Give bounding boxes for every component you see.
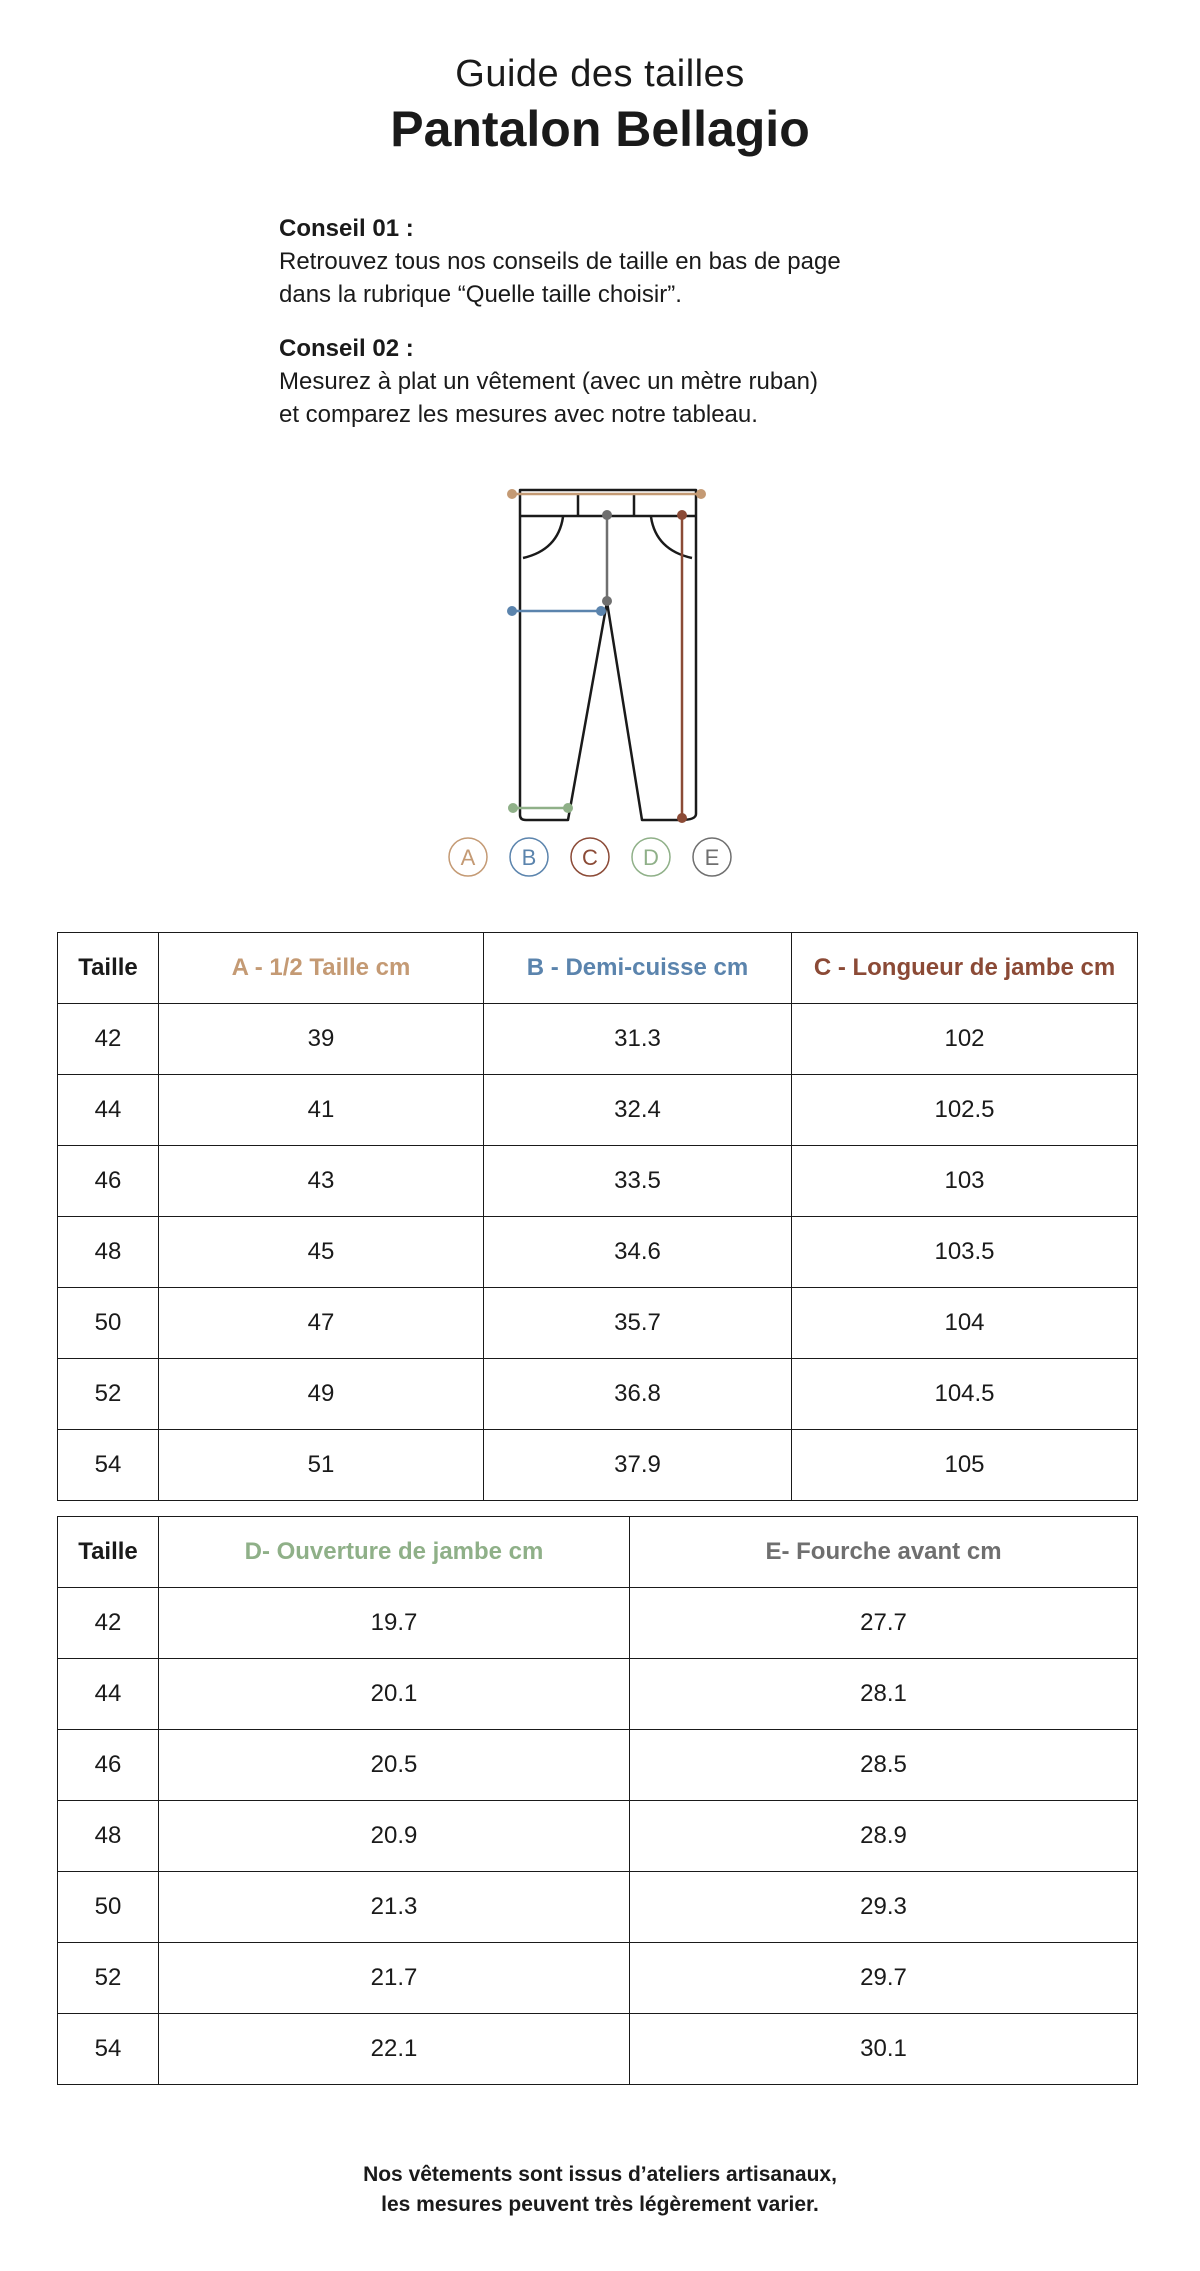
measurement-legend — [449, 838, 731, 876]
table-cell: 54 — [58, 2014, 159, 2085]
column-header: Taille — [58, 933, 159, 1004]
table-row — [58, 1943, 1138, 2014]
tip-text: Retrouvez tous nos conseils de taille en bas de page — [279, 248, 841, 275]
column-header: C - Longueur de jambe cm — [792, 933, 1138, 1004]
table-cell: 31.3 — [484, 1004, 792, 1075]
measure-dot-e — [602, 596, 612, 606]
tip-1 — [279, 212, 939, 311]
table-cell: 41 — [159, 1075, 484, 1146]
table-cell: 37.9 — [484, 1430, 792, 1501]
table-cell: 104.5 — [792, 1359, 1138, 1430]
table-cell: 36.8 — [484, 1359, 792, 1430]
measure-dot-e — [602, 510, 612, 520]
page-title: Pantalon Bellagio — [390, 101, 810, 157]
table-cell: 52 — [58, 1359, 159, 1430]
table-cell: 27.7 — [630, 1588, 1138, 1659]
table-cell: 45 — [159, 1217, 484, 1288]
table-cell: 54 — [58, 1430, 159, 1501]
column-header: E- Fourche avant cm — [630, 1517, 1138, 1588]
legend-letter: D — [643, 845, 659, 870]
measure-dot-a — [696, 489, 706, 499]
measurement-lines — [507, 489, 706, 823]
table-cell: 51 — [159, 1430, 484, 1501]
table-cell: 42 — [58, 1004, 159, 1075]
disclaimer — [0, 2160, 1200, 2220]
measure-dot-d — [508, 803, 518, 813]
table-cell: 32.4 — [484, 1075, 792, 1146]
table-cell: 48 — [58, 1217, 159, 1288]
table-cell: 44 — [58, 1659, 159, 1730]
table-cell: 44 — [58, 1075, 159, 1146]
table-row — [58, 1659, 1138, 1730]
table-row — [58, 2014, 1138, 2085]
table-row — [58, 1730, 1138, 1801]
pants-measurement-diagram — [430, 470, 770, 880]
table-cell: 39 — [159, 1004, 484, 1075]
column-header: A - 1/2 Taille cm — [159, 933, 484, 1004]
table-cell: 34.6 — [484, 1217, 792, 1288]
table-cell: 21.3 — [159, 1872, 630, 1943]
table-header-row — [58, 933, 1138, 1004]
table-cell: 102.5 — [792, 1075, 1138, 1146]
table-cell: 52 — [58, 1943, 159, 2014]
disclaimer-line: les mesures peuvent très légèrement varier. — [381, 2193, 819, 2216]
table-cell: 50 — [58, 1872, 159, 1943]
legend-letter: A — [460, 845, 476, 870]
table-cell: 20.1 — [159, 1659, 630, 1730]
disclaimer-line: Nos vêtements sont issus d’ateliers artisanaux, — [363, 2163, 837, 2186]
table-cell: 22.1 — [159, 2014, 630, 2085]
table-cell: 46 — [58, 1730, 159, 1801]
table-row — [58, 1288, 1138, 1359]
table-cell: 102 — [792, 1004, 1138, 1075]
measure-dot-a — [507, 489, 517, 499]
table-cell: 43 — [159, 1146, 484, 1217]
measure-dot-c — [677, 813, 687, 823]
legend-item-d — [632, 838, 670, 876]
measure-dot-c — [677, 510, 687, 520]
table-cell: 46 — [58, 1146, 159, 1217]
legend-letter: B — [521, 845, 537, 870]
tips-section — [279, 212, 939, 452]
table-cell: 50 — [58, 1288, 159, 1359]
table-cell: 33.5 — [484, 1146, 792, 1217]
table-body — [58, 1588, 1138, 2085]
table-cell: 28.9 — [630, 1801, 1138, 1872]
tip-text: et comparez les mesures avec notre tableau. — [279, 401, 758, 428]
table-row — [58, 1430, 1138, 1501]
table-row — [58, 1872, 1138, 1943]
table-cell: 21.7 — [159, 1943, 630, 2014]
table-cell: 29.7 — [630, 1943, 1138, 2014]
table-row — [58, 1801, 1138, 1872]
table-header-row — [58, 1517, 1138, 1588]
table-cell: 48 — [58, 1801, 159, 1872]
table-row — [58, 1146, 1138, 1217]
table-cell: 20.5 — [159, 1730, 630, 1801]
table-cell: 103.5 — [792, 1217, 1138, 1288]
table-cell: 42 — [58, 1588, 159, 1659]
table-row — [58, 1217, 1138, 1288]
page-subtitle: Guide des tailles — [455, 53, 745, 95]
table-row — [58, 1359, 1138, 1430]
legend-item-c — [571, 838, 609, 876]
table-cell: 20.9 — [159, 1801, 630, 1872]
page-header — [0, 52, 1200, 160]
column-header: D- Ouverture de jambe cm — [159, 1517, 630, 1588]
column-header: B - Demi-cuisse cm — [484, 933, 792, 1004]
size-table-1 — [57, 932, 1138, 1501]
tip-title: Conseil 02 : — [279, 335, 414, 362]
legend-letter: C — [582, 845, 598, 870]
table-cell: 19.7 — [159, 1588, 630, 1659]
table-cell: 103 — [792, 1146, 1138, 1217]
table-row — [58, 1588, 1138, 1659]
table-cell: 30.1 — [630, 2014, 1138, 2085]
column-header: Taille — [58, 1517, 159, 1588]
table-cell: 104 — [792, 1288, 1138, 1359]
table-cell: 49 — [159, 1359, 484, 1430]
table-row — [58, 1075, 1138, 1146]
measure-dot-b — [596, 606, 606, 616]
tip-text: Mesurez à plat un vêtement (avec un mètre ruban) — [279, 368, 818, 395]
legend-item-e — [693, 838, 731, 876]
table-cell: 105 — [792, 1430, 1138, 1501]
table-cell: 28.5 — [630, 1730, 1138, 1801]
measure-dot-b — [507, 606, 517, 616]
legend-item-a — [449, 838, 487, 876]
table-cell: 28.1 — [630, 1659, 1138, 1730]
legend-letter: E — [704, 845, 720, 870]
table-cell: 29.3 — [630, 1872, 1138, 1943]
legend-item-b — [510, 838, 548, 876]
table-body — [58, 1004, 1138, 1501]
tip-2 — [279, 332, 939, 431]
table-row — [58, 1004, 1138, 1075]
tip-text: dans la rubrique “Quelle taille choisir”. — [279, 281, 682, 308]
tip-title: Conseil 01 : — [279, 215, 414, 242]
table-cell: 35.7 — [484, 1288, 792, 1359]
measure-dot-d — [563, 803, 573, 813]
table-cell: 47 — [159, 1288, 484, 1359]
size-table-2 — [57, 1516, 1138, 2085]
